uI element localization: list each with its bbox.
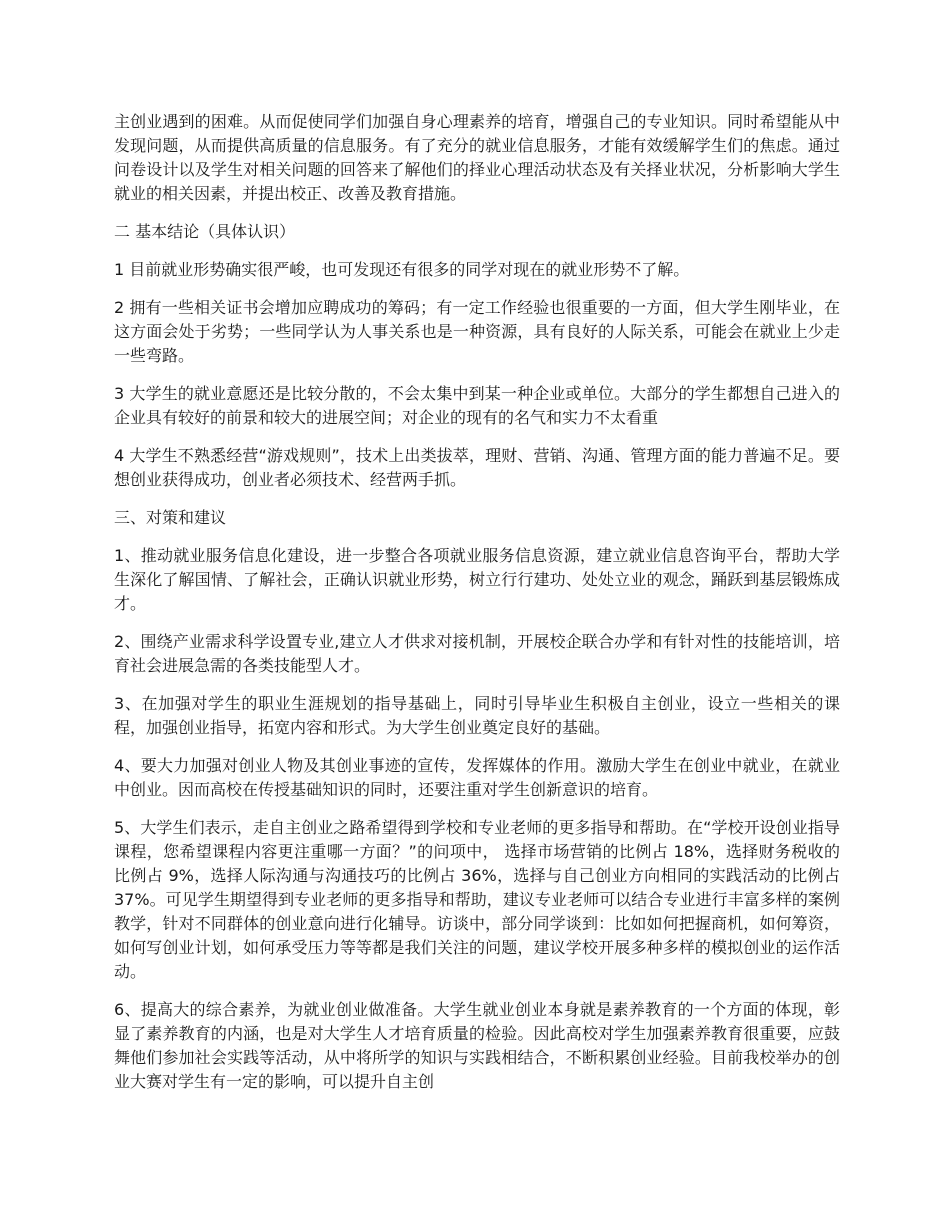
suggestion-item-1: 1、推动就业服务信息化建设，进一步整合各项就业服务信息资源，建立就业信息咨询平台，帮助大学生深化了解国情、了解社会，正确认识就业形势，树立行行建功、处处立业的观念，踊跃到基层锻炼成才。 — [114, 546, 840, 613]
suggestion-item-4: 4、要大力加强对创业人物及其创业事迹的宣传，发挥媒体的作用。激励大学生在创业中就业，在就业中创业。因而高校在传授基础知识的同时，还要注重对学生创新意识的培育。 — [114, 756, 840, 799]
suggestion-item-3: 3、在加强对学生的职业生涯规划的指导基础上，同时引导毕业生积极自主创业，设立一些相关的课程，加强创业指导，拓宽内容和形式。为大学生创业奠定良好的基础。 — [114, 694, 840, 737]
section-heading-suggestions: 三、对策和建议 — [114, 508, 227, 527]
suggestion-item-6: 6、提高大的综合素养，为就业创业做准备。大学生就业创业本身就是素养教育的一个方面的体现，彰显了素养教育的内涵，也是对大学生人才培育质量的检验。因此高校对学生加强素养教育很重要，应鼓舞他们参加社会实践等活动，从中将所学的知识与实践相结合，不断积累创业经验。目前我校举办的创业大赛对学生有一定的影响，可以提升自主创 — [114, 1000, 840, 1091]
suggestion-item-2: 2、围绕产业需求科学设置专业,建立人才供求对接机制，开展校企联合办学和有针对性的技能培训，培育社会进展急需的各类技能型人才。 — [114, 632, 840, 675]
conclusion-item-2: 2 拥有一些相关证书会增加应聘成功的筹码；有一定工作经验也很重要的一方面，但大学生刚毕业，在这方面会处于劣势；一些同学认为人事关系也是一种资源，具有良好的人际关系，可能会在就业上少走一些弯路。 — [114, 298, 840, 365]
conclusion-item-3: 3 大学生的就业意愿还是比较分散的，不会太集中到某一种企业或单位。大部分的学生都想自己进入的企业具有较好的前景和较大的进展空间；对企业的现有的名气和实力不太看重 — [114, 384, 840, 427]
conclusion-item-4: 4 大学生不熟悉经营“游戏规则”，技术上出类拔萃，理财、营销、沟通、管理方面的能力普遍不足。要想创业获得成功，创业者必须技术、经营两手抓。 — [114, 446, 840, 489]
section-heading-conclusions: 二 基本结论（具体认识） — [114, 222, 296, 241]
document-page — [114, 110, 840, 1108]
intro-paragraph: 主创业遇到的困难。从而促使同学们加强自身心理素养的培育，增强自己的专业知识。同时希望能从中发现问题，从而提供高质量的信息服务。有了充分的就业信息服务，才能有效缓解学生们的焦虑。通过问卷设计以及学生对相关问题的回答来了解他们的择业心理活动状态及有关择业状况，分析影响大学生就业的相关因素，并提出校正、改善及教育措施。 — [114, 112, 840, 203]
conclusion-item-1: 1 目前就业形势确实很严峻，也可发现还有很多的同学对现在的就业形势不了解。 — [114, 260, 690, 279]
suggestion-item-5: 5、大学生们表示，走自主创业之路希望得到学校和专业老师的更多指导和帮助。在“学校开设创业指导课程，您希望课程内容更注重哪一方面？”的问项中， 选择市场营销的比例占 18%，选择财务税收的比例占 9%，选择人际沟通与沟通技巧的比例占 36%，选择与自己创业方向相同的实践活动的比例占 37%。可见学生期望得到专业老师的更多指导和帮助，建议专业老师可以结合专业进行丰富多样的案例教学，针对不同群体的创业意向进行化辅导。访谈中，部分同学谈到：比如如何把握商机，如何筹资，如何写创业计划，如何承受压力等等都是我们关注的问题，建议学校开展多种多样的模拟创业的运作活动。 — [114, 818, 840, 981]
